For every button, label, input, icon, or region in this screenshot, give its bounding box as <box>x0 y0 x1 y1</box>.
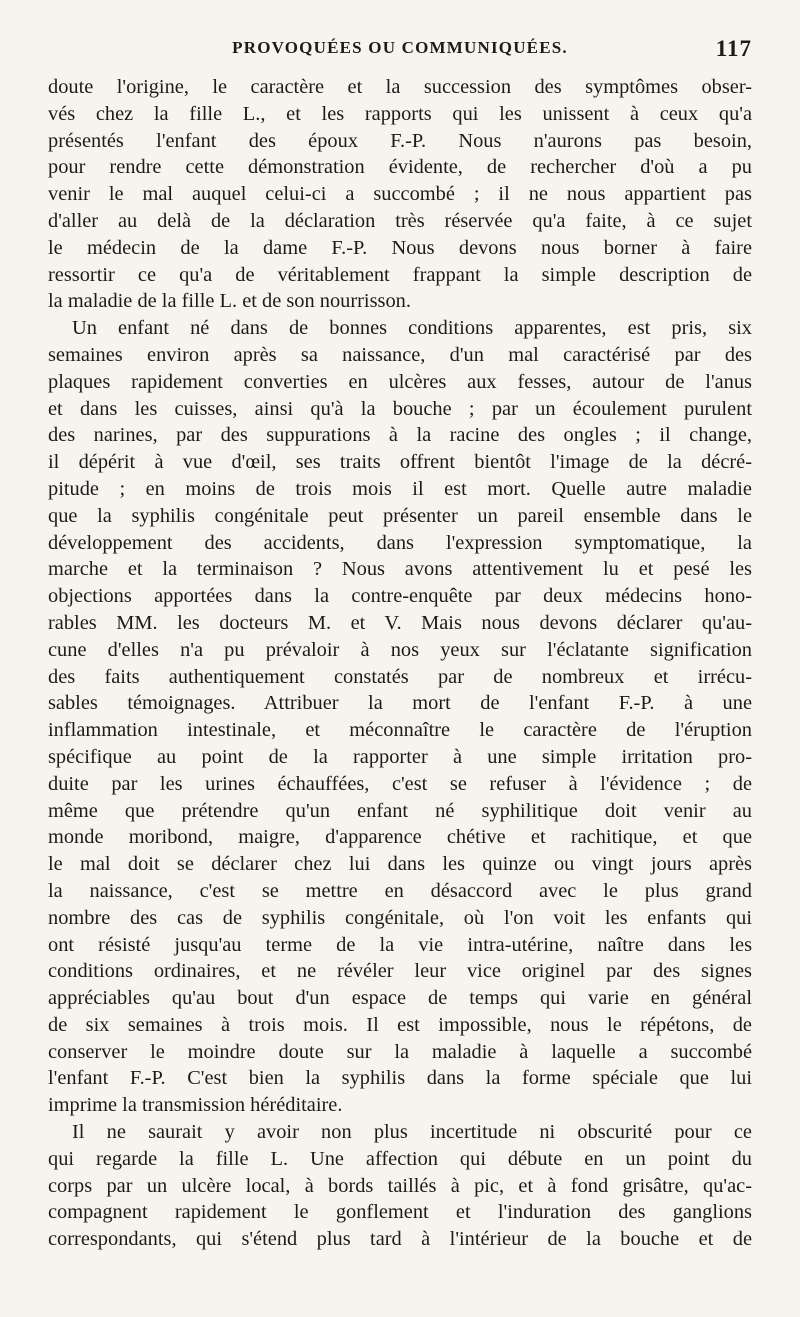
text-line: inflammation intestinale, et méconnaître le caractère de l'éruption <box>48 719 752 742</box>
text-line: Un enfant né dans de bonnes conditions apparentes, est pris, six <box>72 317 752 340</box>
text-line: des faits authentiquement constatés par de nombreux et irrécu- <box>48 665 752 688</box>
text-line: venir le mal auquel celui-ci a succombé ; il ne nous appartient pas <box>48 183 752 206</box>
text-line: correspondants, qui s'étend plus tard à l'intérieur de la bouche et de <box>48 1228 752 1251</box>
paragraph-3 <box>48 1119 752 1253</box>
running-title: PROVOQUÉES OU COMMUNIQUÉES. <box>232 38 568 57</box>
text-line: conserver le moindre doute sur la maladie à laquelle a succombé <box>48 1040 752 1063</box>
text-line: présentés l'enfant des époux F.-P. Nous n'aurons pas besoin, <box>48 129 752 152</box>
text-line: même que prétendre qu'un enfant né syphilitique doit venir au <box>48 799 752 822</box>
text-line: des narines, par des suppurations à la racine des ongles ; il change, <box>48 424 752 447</box>
text-line: nombre des cas de syphilis congénitale, où l'on voit les enfants qui <box>48 906 752 929</box>
text-line: compagnent rapidement le gonflement et l'induration des ganglions <box>48 1201 752 1224</box>
text-line: conditions ordinaires, et ne révéler leur vice originel par des signes <box>48 960 752 983</box>
text-line: ont résisté jusqu'au terme de la vie intra-utérine, naître dans les <box>48 933 752 956</box>
text-line: corps par un ulcère local, à bords taillés à pic, et à fond grisâtre, qu'ac- <box>48 1174 752 1197</box>
text-line: objections apportées dans la contre-enquête par deux médecins hono- <box>48 585 752 608</box>
text-line: monde moribond, maigre, d'apparence chétive et rachitique, et que <box>48 826 752 849</box>
paragraph-2 <box>48 315 752 1119</box>
text-line: appréciables qu'au bout d'un espace de temps qui varie en général <box>48 987 752 1010</box>
text-line: pitude ; en moins de trois mois il est mort. Quelle autre maladie <box>48 477 752 500</box>
text-line: et dans les cuisses, ainsi qu'à la bouche ; par un écoulement purulent <box>48 397 752 420</box>
text-line: rables MM. les docteurs M. et V. Mais nous devons déclarer qu'au- <box>48 611 752 634</box>
text-line: plaques rapidement converties en ulcères aux fesses, autour de l'anus <box>48 370 752 393</box>
text-line: de six semaines à trois mois. Il est impossible, nous le répétons, de <box>48 1013 752 1036</box>
body-text <box>48 74 752 1253</box>
text-line: le médecin de la dame F.-P. Nous devons nous borner à faire <box>48 236 752 259</box>
text-line: l'enfant F.-P. C'est bien la syphilis dans la forme spéciale que lui <box>48 1067 752 1090</box>
text-line: pour rendre cette démonstration évidente, de rechercher d'où a pu <box>48 156 752 179</box>
text-line: cune d'elles n'a pu prévaloir à nos yeux sur l'éclatante signification <box>48 638 752 661</box>
text-line: doute l'origine, le caractère et la succession des symptômes obser- <box>48 76 752 98</box>
text-line: il dépérit à vue d'œil, ses traits offrent bientôt l'image de la décré- <box>48 451 752 474</box>
running-head <box>48 36 752 66</box>
paragraph-1 <box>48 74 752 315</box>
text-line: sables témoignages. Attribuer la mort de l'enfant F.-P. à une <box>48 692 752 715</box>
text-line: qui regarde la fille L. Une affection qui débute en un point du <box>48 1147 752 1170</box>
text-line: spécifique au point de la rapporter à une simple irritation pro- <box>48 745 752 768</box>
text-line: que la syphilis congénitale peut présenter un pareil ensemble dans le <box>48 504 752 527</box>
text-line: d'aller au delà de la déclaration très réservée qu'a faite, à ce sujet <box>48 209 752 232</box>
text-line: duite par les urines échauffées, c'est se refuser à l'évidence ; de <box>48 772 752 795</box>
text-line: Il ne saurait y avoir non plus incertitude ni obscurité pour ce <box>72 1121 752 1144</box>
text-line: semaines environ après sa naissance, d'un mal caractérisé par des <box>48 343 752 366</box>
text-line: ressortir ce qu'a de véritablement frappant la simple description de <box>48 263 752 286</box>
text-line: le mal doit se déclarer chez lui dans les quinze ou vingt jours après <box>48 853 752 876</box>
text-line: marche et la terminaison ? Nous avons attentivement lu et pesé les <box>48 558 752 581</box>
text-line: la maladie de la fille L. et de son nourrisson. <box>48 290 411 313</box>
text-line: imprime la transmission héréditaire. <box>48 1094 343 1117</box>
text-line: développement des accidents, dans l'expression symptomatique, la <box>48 531 752 554</box>
text-line: la naissance, c'est se mettre en désaccord avec le plus grand <box>48 879 752 902</box>
text-line: vés chez la fille L., et les rapports qui les unissent à ceux qu'a <box>48 102 752 125</box>
page-number: 117 <box>715 36 752 61</box>
